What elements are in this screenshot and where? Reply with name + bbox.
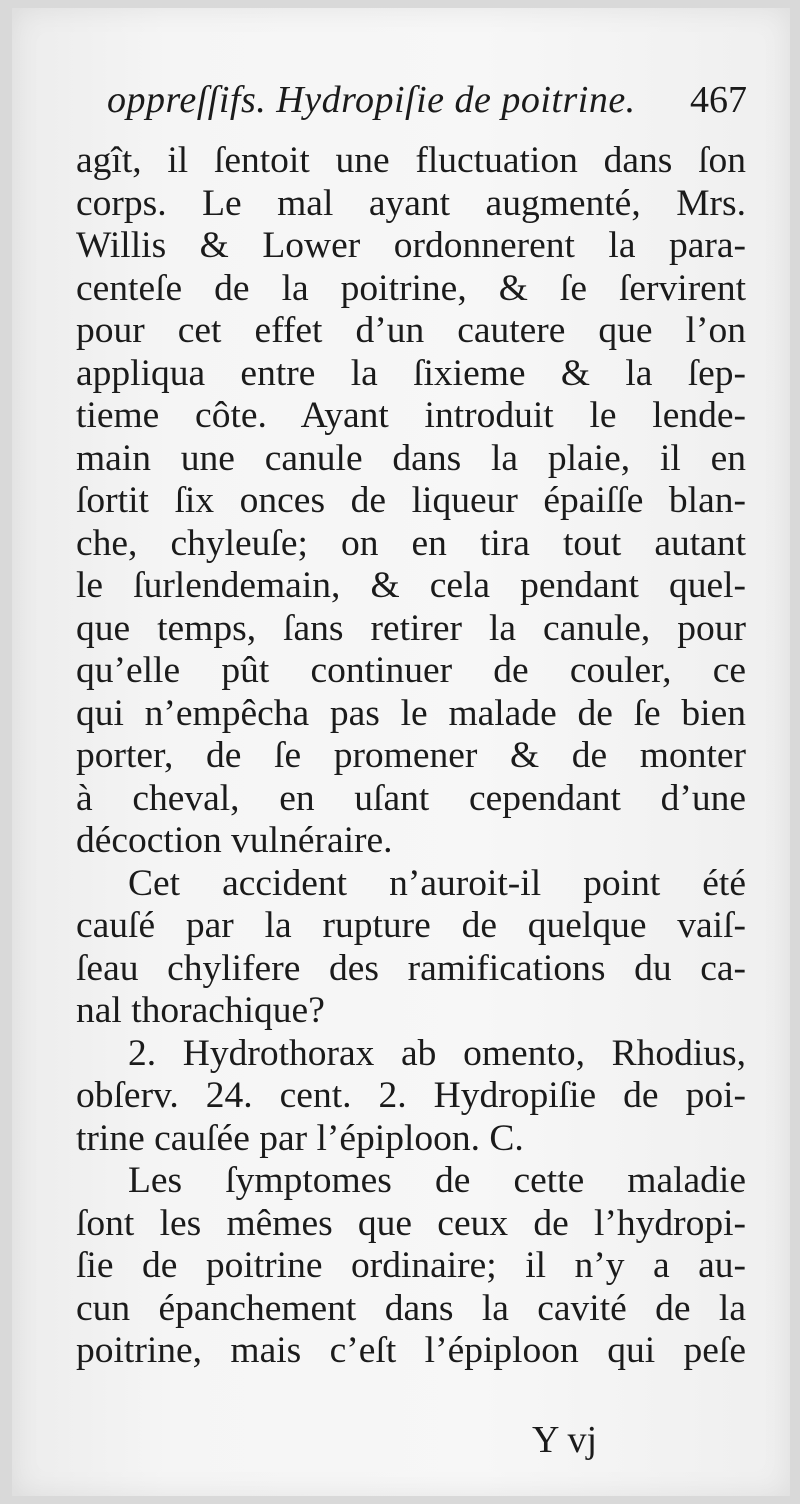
text-line: Willis & Lower ordonnerent la para-	[76, 225, 746, 266]
text-line: que temps, ſans retirer la canule, pour	[76, 607, 746, 649]
text-line: décoction vulnéraire.	[76, 820, 393, 861]
text-line: centeſe de la poitrine, & ſe ſervirent	[76, 267, 746, 309]
text-line: che, chyleuſe; on en tira tout autant	[76, 522, 746, 564]
running-header	[107, 78, 757, 138]
text-line: poitrine, mais c’eſt l’épiploon qui peſe	[76, 1330, 746, 1371]
text-line: nal thorachique?	[76, 990, 325, 1031]
text-line: appliqua entre la ſixieme & la ſep-	[76, 352, 746, 394]
text-line: obſerv. 24. cent. 2. Hydropiſie de poi-	[76, 1075, 746, 1116]
text-line: Cet accident n’auroit-il point été	[128, 862, 746, 904]
text-line: le ſurlendemain, & cela pendant quel-	[76, 565, 746, 606]
text-line: cauſé par la rupture de quelque vaiſ-	[76, 905, 746, 946]
text-line: tieme côte. Ayant introduit le lende-	[76, 395, 746, 436]
text-line: qu’elle pût continuer de couler, ce	[76, 650, 746, 691]
text-line: agît, il ſentoit une fluctuation dans ſon	[76, 140, 746, 181]
running-title: oppreſſifs. Hydropiſie de poitrine.	[107, 79, 636, 121]
page-number: 467	[690, 79, 747, 121]
text-line: ſie de poitrine ordinaire; il n’y a au-	[76, 1245, 746, 1286]
text-line: pour cet effet d’un cautere que l’on	[76, 310, 746, 351]
text-line: ſont les mêmes que ceux de l’hydropi-	[76, 1202, 746, 1244]
text-line: ſeau chylifere des ramifications du ca-	[76, 947, 746, 989]
signature-mark: Y vj	[532, 1419, 598, 1461]
text-line: qui n’empêcha pas le malade de ſe bien	[76, 692, 746, 734]
text-line: Les ſymptomes de cette maladie	[128, 1160, 746, 1201]
book-page	[12, 8, 790, 1496]
text-line: corps. Le mal ayant augmenté, Mrs.	[76, 182, 746, 224]
text-line: ſortit ſix onces de liqueur épaiſſe blan-	[76, 480, 746, 521]
text-line: à cheval, en uſant cependant d’une	[76, 777, 746, 819]
text-line: trine cauſée par l’épiploon. C.	[76, 1117, 524, 1159]
text-line: cun épanchement dans la cavité de la	[76, 1287, 746, 1329]
text-line: main une canule dans la plaie, il en	[76, 437, 746, 479]
text-line: 2. Hydrothorax ab omento, Rhodius,	[128, 1032, 746, 1074]
body-text	[76, 140, 746, 1373]
text-line: porter, de ſe promener & de monter	[76, 735, 746, 776]
